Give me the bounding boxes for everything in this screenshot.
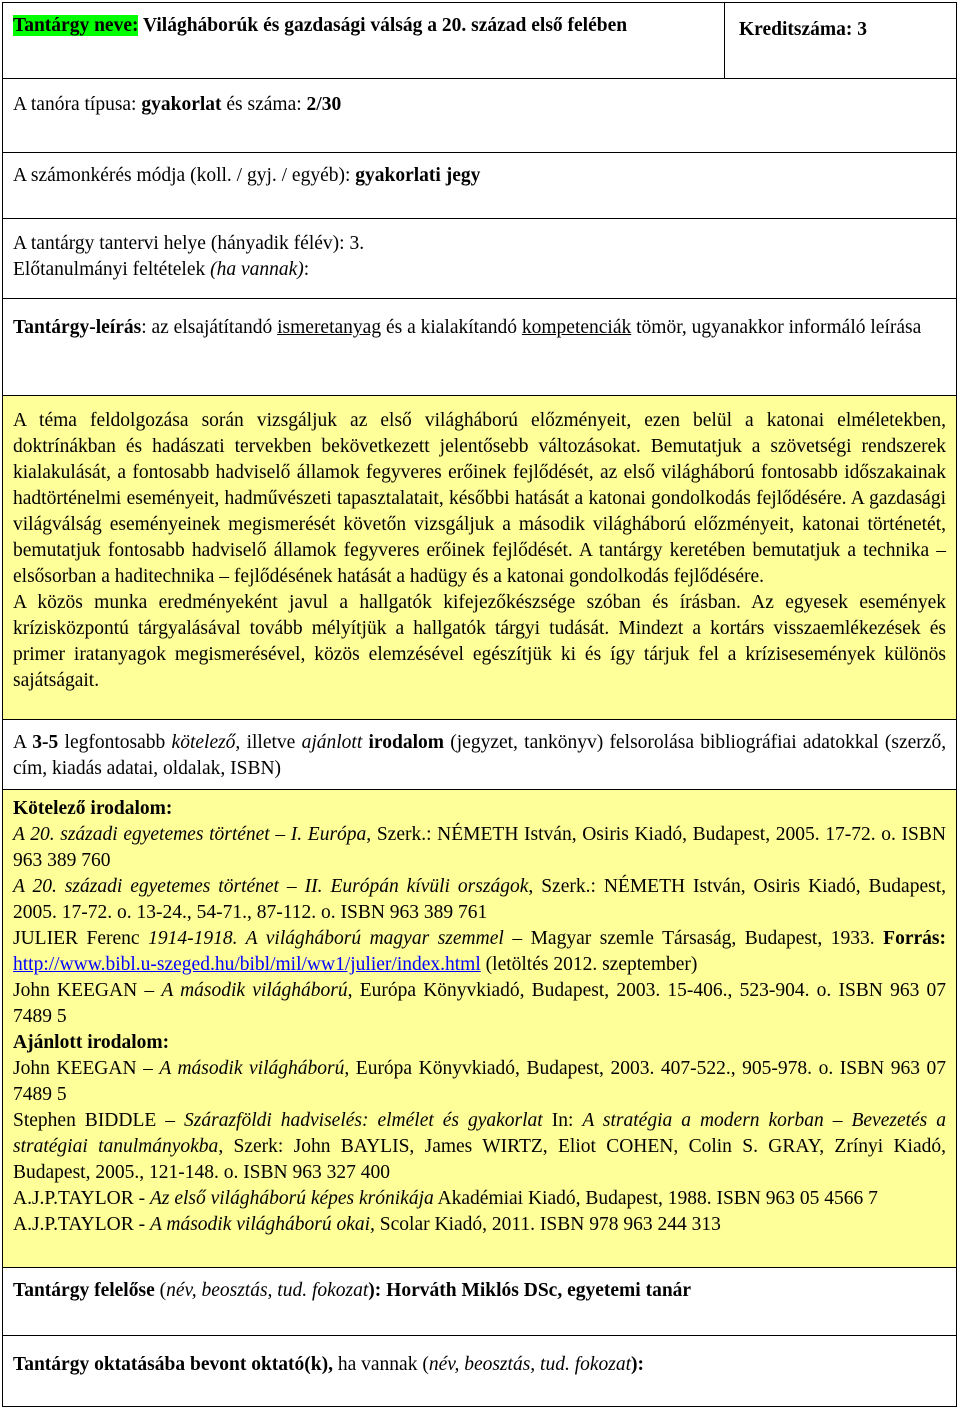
lit-t1: A [13, 732, 27, 753]
responsible-value: Horváth Miklós DSc, egyetemi tanár [386, 1280, 692, 1301]
mandatory-item-3 [13, 926, 946, 978]
description-heading-row [3, 299, 956, 395]
m4-author: John KEEGAN – [13, 980, 155, 1001]
lit-mandatory: kötelező, [171, 732, 241, 753]
responsible-italic: név, beosztás, tud. fokozat [166, 1280, 369, 1301]
description-text-2: és a kialakítandó [385, 317, 517, 338]
recommended-item-2 [13, 1108, 946, 1186]
semester-prefix: A tantárgy tantervi helye (hányadik félév): [13, 233, 345, 254]
m3-accessed: (letöltés 2012. szeptember) [485, 954, 698, 975]
mandatory-item-4 [13, 978, 946, 1030]
class-count-prefix: és száma: [226, 94, 302, 115]
r3-title: Az első világháború képes krónikája [149, 1188, 434, 1209]
instructors-row [3, 1336, 956, 1406]
r2-book: A stratégia a modern korban – Bevezetés a stratégiai tanulmányokba [13, 1110, 946, 1157]
r4-author: A.J.P.TAYLOR - [13, 1214, 146, 1235]
description-body [3, 395, 956, 720]
credits-label: Kreditszáma: [739, 19, 853, 40]
subject-name: Világháborúk és gazdasági válság a 20. század első felében [143, 15, 628, 36]
description-text-1: : az elsajátítandó [141, 317, 273, 338]
instructors-italic: név, beosztás, tud. fokozat [428, 1354, 632, 1375]
course-description-form [2, 2, 957, 1407]
class-count-value: 2/30 [306, 94, 342, 115]
lit-literature: irodalom [368, 732, 444, 753]
description-paragraph-1: A téma feldolgozása során vizsgáljuk az első világháború előzményeit, ezen belül a katonai elméletekben, doktrínákban és hadászati tervekben bekövetkezett jelentősebb változásokat. Bemutatjuk a szövetségi rendszerek kialakulását, a fontosabb hadviselő államok fegyveres erőinek fejlődését, az első világháború fontosabb időszakainak hadtörténelmi eseményeit, hadművészeti tapasztalatait, későbbi hatását a katonai gondolkodás fejlődésére. A gazdasági világválság eseményeinek megismerését követőn vizsgáljuk a második világháború előzményeit, katonai történetét, bemutatjuk fontosabb hadviselő államok fegyveres erőinek fejlődését. A tantárgy keretében bemutatjuk a technika – elsősorban a haditechnika – fejlődésének hatását a hadügy és a katonai gondolkodás fejlődésére. [13, 410, 946, 587]
knowledge-link: ismeretanyag [277, 317, 382, 338]
instructors-mid: ha vannak [337, 1354, 418, 1375]
lit-t3: illetve [246, 732, 296, 753]
r1-author: John KEEGAN – [13, 1058, 153, 1079]
instructors-paren-open: ( [422, 1354, 429, 1375]
r2-rest: , Szerk: John BAYLIS, James WIRTZ, Eliot COHEN, Colin S. GRAY, Zrínyi Kiadó, Budapest, 2005., 121-148. o. ISBN 963 327 400 [13, 1136, 947, 1183]
prereq-suffix: : [303, 259, 310, 280]
prereq-prefix: Előtanulmányi feltételek [13, 259, 206, 280]
r2-author: Stephen BIDDLE – [13, 1110, 176, 1131]
lit-recommended: ajánlott [301, 732, 363, 753]
m3-rest: – Magyar szemle Társaság, Budapest, 1933. [512, 928, 875, 949]
m4-rest: , Európa Könyvkiadó, Budapest, 2003. 15-406., 523-904. o. ISBN 963 07 7489 5 [13, 980, 947, 1027]
r1-title: A második világháború [159, 1058, 345, 1079]
instructors-label: Tantárgy oktatásába bevont oktató(k), [13, 1354, 333, 1375]
r1-rest: , Európa Könyvkiadó, Budapest, 2003. 407-522., 905-978. o. ISBN 963 07 7489 5 [13, 1058, 946, 1105]
responsible-label: Tantárgy felelőse [13, 1280, 155, 1301]
mandatory-item-1 [13, 822, 946, 874]
literature-intro-row [3, 720, 956, 790]
lit-t2: legfontosabb [64, 732, 166, 753]
r4-rest: Scolar Kiadó, 2011. ISBN 978 963 244 313 [379, 1214, 721, 1235]
literature-list [3, 790, 956, 1268]
m1-rest: , Szerk.: NÉMETH István, Osiris Kiadó, Budapest, 2005. 17-72. o. ISBN 963 389 760 [13, 824, 946, 871]
subject-label: Tantárgy neve: [13, 15, 139, 36]
m4-title: A második világháború [161, 980, 348, 1001]
assessment-row [3, 153, 956, 219]
class-type-value: gyakorlat [141, 94, 222, 115]
m3-source-link[interactable]: http://www.bibl.u-szeged.hu/bibl/mil/ww1/julier/index.html [13, 954, 481, 975]
recommended-heading: Ajánlott irodalom: [13, 1032, 170, 1053]
description-text-3: tömör, ugyanakkor informáló leírása [636, 317, 922, 338]
credits-value: 3 [857, 19, 867, 40]
m3-author: JULIER Ferenc [13, 928, 140, 949]
m3-source-label: Forrás: [883, 928, 946, 949]
semester-row [3, 219, 956, 299]
lit-t4: (jegyzet, tankönyv) felsorolása bibliográfiai adatokkal (szerző, cím, kiadás adatai, oldalak, ISBN) [13, 732, 947, 779]
m2-rest: , Szerk.: NÉMETH István, Osiris Kiadó, Budapest, 2005. 17-72. o. 13-24., 54-71., 87-112. o. ISBN 963 389 761 [13, 876, 947, 923]
competences-link: kompetenciák [521, 317, 632, 338]
mandatory-item-2 [13, 874, 946, 926]
m2-title: A 20. századi egyetemes történet – II. Európán kívüli országok [13, 876, 529, 897]
assessment-value: gyakorlati jegy [355, 165, 481, 186]
header-row [3, 3, 956, 79]
class-type-row [3, 79, 956, 153]
class-type-prefix: A tanóra típusa: [13, 94, 137, 115]
credits-cell [725, 3, 956, 79]
recommended-item-4 [13, 1212, 946, 1238]
assessment-prefix: A számonkérés módja (koll. / gyj. / egyéb): [13, 165, 351, 186]
r2-in: In: [551, 1110, 574, 1131]
prereq-italic: (ha vannak) [210, 259, 304, 280]
subject-cell [3, 3, 725, 79]
recommended-item-3 [13, 1186, 946, 1212]
recommended-item-1 [13, 1056, 946, 1108]
mandatory-heading: Kötelező irodalom: [13, 798, 173, 819]
r3-rest: Akadémiai Kiadó, Budapest, 1988. ISBN 963 05 4566 7 [437, 1188, 878, 1209]
m3-title: 1914-1918. A világháború magyar szemmel [148, 928, 504, 949]
responsible-paren-close: ): [368, 1280, 382, 1301]
description-paragraph-2: A közös munka eredményeként javul a hallgatók kifejezőkészsége szóban és írásban. Az egyesek események krízisközpontú tárgyalásával tovább mélyítjük a hallgatók tárgyi tudását. Mindezt a kortárs visszaemlékezések és primer iratanyagok megismerésével, közös elemzésével egészítjük ki és így tárjuk fel a krízisesemények különös sajátságait. [13, 592, 946, 691]
m1-title: A 20. századi egyetemes történet – I. Európa [13, 824, 367, 845]
lit-count: 3-5 [32, 732, 59, 753]
responsible-row [3, 1268, 956, 1336]
r2-title: Szárazföldi hadviselés: elmélet és gyakorlat [184, 1110, 543, 1131]
responsible-paren-open: ( [159, 1280, 167, 1301]
instructors-paren-close: ): [631, 1354, 645, 1375]
r3-author: A.J.P.TAYLOR - [13, 1188, 146, 1209]
r4-title: A második világháború okai, [149, 1214, 375, 1235]
semester-value: 3. [349, 233, 365, 254]
description-label: Tantárgy-leírás [13, 317, 142, 338]
